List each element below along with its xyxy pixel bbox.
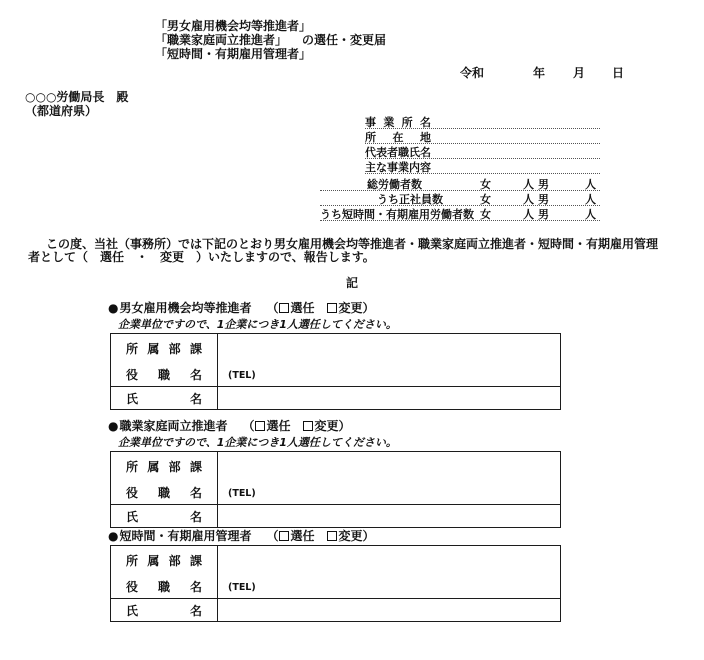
section-work-family-promoter xyxy=(108,418,561,528)
section-title: 短時間・有期雇用管理者 xyxy=(119,529,252,543)
tel-label: (TEL) xyxy=(228,582,256,593)
regular-employees-row[interactable] xyxy=(320,191,600,206)
name-input-area[interactable] xyxy=(218,599,560,621)
section-heading xyxy=(108,528,561,543)
name-label: 氏名 xyxy=(126,391,202,406)
office-name-input-area[interactable] xyxy=(431,114,600,128)
regular-employees-label: うち正社員数 xyxy=(377,193,443,206)
option-change-label: 変更 xyxy=(338,301,363,315)
dept-role-input-area[interactable] xyxy=(218,452,560,504)
form-title-line-1: 「男女雇用機会均等推進者」 xyxy=(155,19,312,33)
person-unit-label: 人 xyxy=(585,178,596,191)
month-input-area[interactable] xyxy=(545,69,573,81)
form-title-line-2: 「職業家庭両立推進者」 の選任・変更届 xyxy=(155,33,387,47)
section-note: 企業単位ですので、1企業につき1人選任してください。 xyxy=(118,318,397,331)
section-equal-employment-promoter xyxy=(108,300,561,410)
bullet-icon: ● xyxy=(108,528,119,543)
female-label: 女 xyxy=(480,193,491,206)
dept-role-label-cell xyxy=(111,452,218,504)
checkbox-select[interactable] xyxy=(279,531,289,541)
name-input-area[interactable] xyxy=(218,505,560,527)
paren-open: （ xyxy=(266,301,279,315)
address-input-area[interactable] xyxy=(431,129,600,143)
dept-role-label-cell xyxy=(111,334,218,386)
business-content-label: 主な事業内容 xyxy=(365,161,431,174)
checkbox-select[interactable] xyxy=(279,303,289,313)
record-mark: 記 xyxy=(345,276,358,290)
intro-paragraph: この度、当社（事務所）では下記のとおり男女雇用機会均等推進者・職業家庭両立推進者・短時間・有期雇用管理者として（ 選任 ・ 変更 ）いたしますので、報告します。 xyxy=(28,237,659,264)
parttime-workers-label: うち短時間・有期雇用労働者数 xyxy=(320,208,474,221)
year-label: 年 xyxy=(533,66,546,80)
year-input-area[interactable] xyxy=(484,69,533,81)
dept-role-input-area[interactable] xyxy=(218,334,560,386)
dept-label: 所属部課 xyxy=(126,554,202,568)
checkbox-change[interactable] xyxy=(303,421,313,431)
month-label: 月 xyxy=(573,66,586,80)
role-label: 役職名 xyxy=(126,580,202,594)
female-label: 女 xyxy=(480,208,491,221)
checkbox-group xyxy=(267,299,375,316)
business-field-row xyxy=(365,114,600,129)
checkbox-change[interactable] xyxy=(327,531,337,541)
dept-role-label-cell xyxy=(111,546,218,598)
option-select-label: 選任 xyxy=(290,301,315,315)
business-field-row xyxy=(365,144,600,159)
total-workers-row[interactable] xyxy=(320,176,600,191)
office-name-label: 事業所名 xyxy=(365,116,431,129)
table-row xyxy=(111,546,560,599)
addressee-sub: （都道府県） xyxy=(25,104,98,118)
paren-close: ） xyxy=(338,419,351,433)
male-label: 男 xyxy=(538,208,549,221)
era-label: 令和 xyxy=(460,66,485,80)
name-label: 氏名 xyxy=(126,509,202,524)
bullet-icon: ● xyxy=(108,418,119,433)
table-row xyxy=(111,334,560,387)
day-input-area[interactable] xyxy=(585,69,612,81)
promoter-table xyxy=(110,545,561,622)
name-label: 氏名 xyxy=(126,603,202,618)
person-unit-label: 人 xyxy=(585,208,596,221)
option-select-label: 選任 xyxy=(266,419,291,433)
person-unit-label: 人 xyxy=(585,193,596,206)
tel-label: (TEL) xyxy=(228,488,256,499)
section-parttime-manager xyxy=(108,528,561,622)
paren-close: ） xyxy=(362,301,375,315)
role-label: 役職名 xyxy=(126,368,202,382)
table-row xyxy=(111,505,560,527)
form-title-suffix: の選任・変更届 xyxy=(302,33,387,47)
table-row xyxy=(111,452,560,505)
dept-role-input-area[interactable] xyxy=(218,546,560,598)
section-title: 職業家庭両立推進者 xyxy=(119,419,228,433)
person-unit-label: 人 xyxy=(523,208,534,221)
worker-counts xyxy=(320,176,600,221)
checkbox-change[interactable] xyxy=(327,303,337,313)
female-label: 女 xyxy=(480,178,491,191)
section-heading xyxy=(108,418,561,433)
name-label-cell xyxy=(111,505,218,527)
addressee xyxy=(25,90,128,118)
table-row xyxy=(111,387,560,409)
role-label: 役職名 xyxy=(126,486,202,500)
tel-label: (TEL) xyxy=(228,370,256,381)
business-field-row xyxy=(365,129,600,144)
bullet-icon: ● xyxy=(108,300,119,315)
paren-close: ） xyxy=(362,529,375,543)
representative-input-area[interactable] xyxy=(431,144,600,158)
business-field-row xyxy=(365,159,600,174)
business-info xyxy=(365,114,600,174)
business-content-input-area[interactable] xyxy=(431,159,600,173)
form-title-line-3: 「短時間・有期雇用管理者」 xyxy=(155,47,312,61)
section-title: 男女雇用機会均等推進者 xyxy=(119,301,252,315)
promoter-table xyxy=(110,333,561,410)
address-label: 所在地 xyxy=(365,131,431,144)
person-unit-label: 人 xyxy=(523,178,534,191)
addressee-main: ○○○労働局長 殿 xyxy=(25,90,129,104)
section-note: 企業単位ですので、1企業につき1人選任してください。 xyxy=(118,436,397,449)
checkbox-group xyxy=(243,417,351,434)
option-change-label: 変更 xyxy=(314,419,339,433)
option-change-label: 変更 xyxy=(338,529,363,543)
promoter-table xyxy=(110,451,561,528)
checkbox-select[interactable] xyxy=(255,421,265,431)
paren-open: （ xyxy=(266,529,279,543)
total-workers-label: 総労働者数 xyxy=(367,178,422,191)
checkbox-group xyxy=(267,527,375,544)
option-select-label: 選任 xyxy=(290,529,315,543)
paren-open: （ xyxy=(242,419,255,433)
person-unit-label: 人 xyxy=(523,193,534,206)
form-title xyxy=(155,19,386,61)
dept-label: 所属部課 xyxy=(126,460,202,474)
name-input-area[interactable] xyxy=(218,387,560,409)
dept-label: 所属部課 xyxy=(126,342,202,356)
male-label: 男 xyxy=(538,178,549,191)
name-label-cell xyxy=(111,387,218,409)
table-row xyxy=(111,599,560,621)
male-label: 男 xyxy=(538,193,549,206)
section-heading xyxy=(108,300,561,315)
representative-label: 代表者職氏名 xyxy=(365,146,431,159)
date-line xyxy=(460,64,624,81)
day-label: 日 xyxy=(612,66,625,80)
parttime-workers-row[interactable] xyxy=(320,206,600,221)
name-label-cell xyxy=(111,599,218,621)
